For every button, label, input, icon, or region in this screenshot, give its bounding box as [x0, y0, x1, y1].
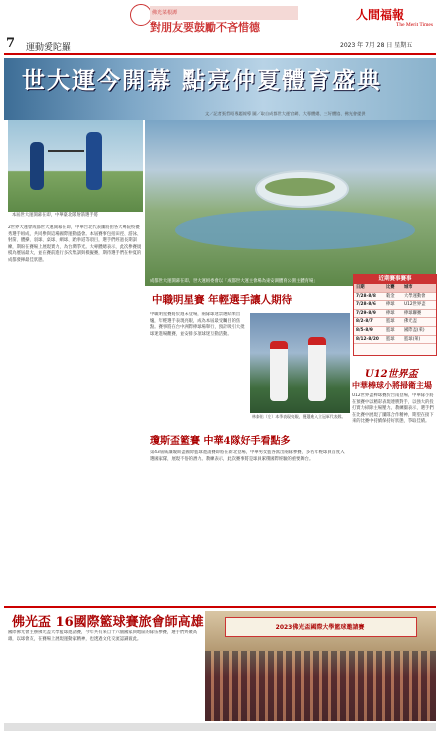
basketball-ceremony-photo	[205, 611, 436, 721]
paper-name-cn: 人間福報	[356, 8, 405, 22]
dateline: 2023 年 7月 28 日 星期五	[340, 42, 413, 49]
lead-story-body: 2世界大運會成都世大運開幕在即，中華台北代表團將由各大專院校優秀選手組成，共同參與這場國際運動盛會。本屆賽事包括田徑、游泳、射箭、體操、羽球、桌球、網球、跆拳道等項目，選手們經過長期訓練，期盼在賽場上展現實力，為台灣爭光。大專體總表示，此次參賽規模為歷屆最大，並在賽前進行多次集訓與模擬賽，期待選手們在仲夏的成都發揮最佳狀態。	[8, 225, 142, 263]
table-cell: 籃球	[386, 327, 395, 333]
lake	[175, 210, 415, 250]
masthead	[0, 0, 440, 58]
story4-body: 第43屆威廉瓊斯盃國際籃球邀請賽即將在新北登場，中華男女籃各派出兩隊參賽，多名年輕球員首度入選國家隊，展現不俗的潛力。教練表示，此次賽事將是球員累積國際經驗的重要舞台。	[150, 450, 345, 462]
table-cell: U12世界盃	[404, 302, 426, 308]
archer-figure-right	[86, 132, 102, 190]
column-label: 佛光菜根譚	[152, 10, 178, 16]
table-cell: 籃球(萊)	[404, 336, 421, 342]
table-cell: 7/28-8/6	[356, 302, 376, 308]
table-cell: 棒球	[386, 302, 395, 308]
table-row	[354, 327, 436, 336]
story3-body: U12世界盃棒球賽於台南登場，中華隊小將在預賽中以精彩表現連勝對手，以強大的投打實力掃除主場壓力。教練團表示，選手們在比賽中展現了團隊合作精神，期望在接下來的比賽中持續保持好狀態，爭取佳績。	[352, 393, 434, 425]
stadium-caption: 成都世大運開幕在即。世大運組委會以「成都世大運主會場為東安湖體育公園主體育場」	[150, 279, 318, 284]
table-cell: 佛光盃	[404, 319, 417, 325]
schedule-table	[353, 274, 437, 356]
baseball-photo	[250, 313, 350, 413]
page-footer-band	[4, 723, 436, 731]
main-headline: 世大運今開幕 點亮仲夏體育盛典	[22, 68, 383, 94]
stadium-field	[265, 178, 335, 196]
story2-title: 中職明星賽 年輕選手讓人期待	[152, 294, 293, 306]
table-cell: 籃球	[386, 319, 395, 325]
table-row	[354, 318, 436, 327]
table-cell: 國際盃(萊)	[404, 327, 425, 333]
section-title: 運動愛陀羅	[26, 43, 72, 53]
archery-photo	[8, 120, 143, 212]
bottom-story-body: 國際佛光會主辦佛光盃大學籃球邀請賽，今年共有來自十六個國家與地區的隊伍參賽，選手們齊聚高雄，以球會友，在賽場上展現運動家精神，也透過文化交流認識彼此。	[8, 630, 198, 642]
column-mark-icon	[130, 4, 152, 26]
player-right	[308, 337, 326, 401]
table-cell: 8/12-8/20	[356, 336, 379, 342]
paper-name-en: The Merit Times	[396, 22, 433, 28]
archer-figure-left	[30, 142, 44, 190]
table-cell: 7/28-8/8	[356, 293, 376, 299]
table-row	[354, 301, 436, 310]
ceremony-banner-text: 2023佛光盃國際大學籃球邀請賽	[275, 624, 365, 631]
bottom-story-title: 佛光盃 16國際籃球賽旅會師高雄	[12, 615, 204, 630]
schedule-header-event: 比賽	[386, 285, 395, 290]
table-cell: 棒球	[386, 310, 395, 316]
page-number: 7	[6, 36, 16, 51]
story2-photo-caption: 林泰佑（左）本季表現亮眼，獲選進入立冠軍代表隊。	[252, 414, 346, 419]
story4-title: 瓊斯盃籃賽 中華4隊好手看點多	[150, 436, 291, 447]
table-cell: 大學運動會	[404, 293, 426, 299]
schedule-header-row	[354, 284, 436, 293]
table-cell: 棒球聯賽	[404, 310, 422, 316]
archery-caption: 本屆世大運開幕在即，中華臺北隊射箭選手將	[12, 213, 98, 218]
audience-crowd	[205, 651, 436, 721]
header-rule	[4, 53, 436, 55]
schedule-header-city: 城市	[404, 285, 413, 290]
table-row	[354, 336, 436, 345]
stadium-photo	[145, 120, 436, 286]
headline-byline: 文／記者張哲昭專題報導 圖／取自成都世大運官網、大專體總、三好體協、佛光會提供	[205, 111, 366, 116]
column-title: 對朋友要鼓勵不吝惜德	[150, 21, 260, 34]
story2-body: 中職明星賽將於週末登場，兩隊球迷票選結果出爐，年輕選手表現亮眼，成為本屆最受矚目的焦點。賽事將在台中洲際棒球場舉行，預計吸引大批球迷進場觀賽，並安排多項球迷互動活動。	[150, 312, 245, 337]
table-cell: 8/5-8/9	[356, 327, 373, 333]
story3-title: U12世界盃	[365, 369, 418, 380]
bottom-rule	[4, 606, 436, 608]
bow-line	[48, 150, 84, 152]
schedule-header-date: 日期	[356, 285, 365, 290]
table-cell: 8/2-8/7	[356, 319, 373, 325]
player-left	[270, 341, 288, 401]
schedule-title: 近期賽事賽事	[354, 275, 436, 284]
table-cell: 7/29-8/9	[356, 310, 376, 316]
table-row	[354, 293, 436, 302]
story3-title2: 中華棒球小將掃衛主場	[352, 380, 432, 390]
table-cell: 穀金	[386, 293, 395, 299]
table-row	[354, 310, 436, 319]
table-cell: 籃球	[386, 336, 395, 342]
